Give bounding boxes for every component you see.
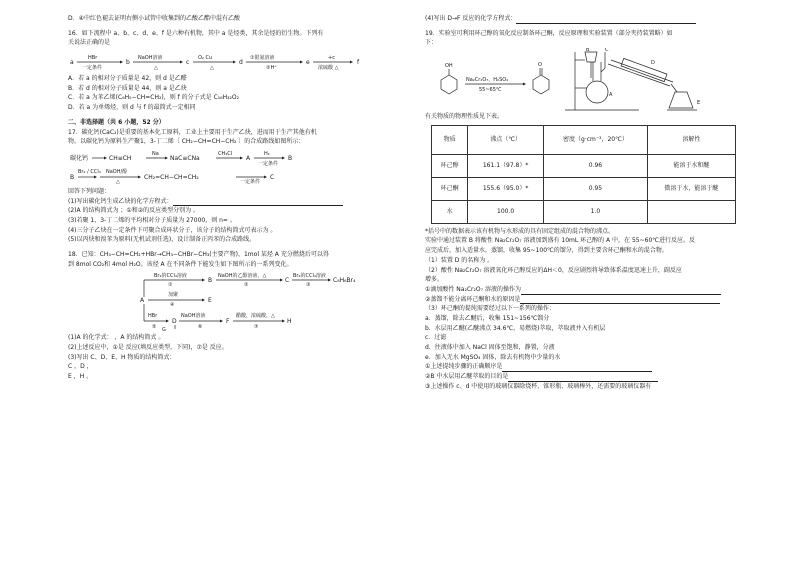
reaction-temperature: 55~65℃: [479, 87, 502, 94]
q18-item-1: (1)A 的化学式： ，A 的结构简式 。: [68, 334, 165, 342]
q18-node-d: D: [172, 318, 177, 326]
apparatus-label-d: D: [651, 60, 655, 67]
q16-node-d: d: [239, 59, 243, 67]
q19-item-2b: [425, 295, 770, 305]
q18-step-1: ①: [168, 282, 173, 289]
q19-step-b: b．水层用乙醚(乙醚沸点 34.6℃，易燃烧)萃取，萃取液并入有机层: [425, 324, 606, 332]
answer-blank[interactable]: [516, 17, 696, 24]
q18-step-6: ⑥: [198, 324, 203, 331]
q19-item-3c: ③上述操作 c、d 中使用的玻璃仪器除烧杯、锥形瓶、玻璃棒外，还需要的玻璃仪器有: [425, 382, 652, 390]
q18-step-3: ③: [306, 282, 311, 289]
q18-step-7: ⑦: [254, 324, 259, 331]
cyclohexanone-ring: [533, 75, 549, 94]
q18-reagent-3: Br₂的CCl₄溶液: [293, 273, 326, 280]
procedure-line2: 应完成后，加入适量水，蒸馏，收集 95~100℃的馏分，得到主要含环己酮和水的混合物。: [425, 247, 668, 255]
q16-arrow5-top: +c: [328, 55, 335, 62]
q17-item-5: (5)以丙炔和溴苯为原料(无机试剂任选)，设计制备正丙苯的合成路线。: [68, 236, 256, 244]
header-solubility: 溶解性: [647, 125, 735, 154]
apparatus-label-e: E: [697, 100, 701, 107]
q16-node-f: f: [357, 59, 360, 67]
q19-item-2: （2）酸性 Na₂Cr₂O₇ 溶液氧化环己醇反应的ΔH＜0，反应剧烈将导致体系温度迅速上升，副反应: [425, 266, 682, 274]
answer-blank[interactable]: [520, 297, 720, 304]
q19-item-3a-text: ①上述提纯步骤的正确顺序是: [425, 363, 503, 371]
q19-item-2b-text: ②蒸馏不能分离环己酮和水的原因是: [425, 295, 521, 303]
q18-reagent-4: 加聚: [168, 292, 179, 299]
cell: 161.1（97.8）*: [468, 154, 544, 177]
q17-item-1: [68, 197, 413, 207]
q19-item-2-cont: 增多。: [425, 276, 444, 284]
q19-stem-line2: 下：: [425, 39, 438, 47]
q16-arrow1-top: HBr: [88, 55, 98, 62]
cell: 155.6（95.0）*: [468, 177, 544, 200]
apparatus-label-a: A: [609, 92, 613, 99]
q18-reagent-6: NaOH溶液: [181, 313, 206, 320]
q19-item-3a: [425, 362, 770, 372]
q16-node-b: b: [126, 59, 130, 67]
q18-node-f: F: [226, 318, 230, 326]
header-boiling-point: 沸点（℃）: [468, 125, 544, 154]
cell: 0.95: [544, 177, 648, 200]
q16-node-e: e: [306, 59, 310, 67]
q18-step-5: ⑤: [152, 324, 157, 331]
q17-reagent-naoh: NaOH/醇: [106, 168, 128, 175]
cyclohexanone-o-label: O: [538, 62, 542, 69]
q16-arrow2-top: NaOH溶液: [138, 55, 163, 62]
q18-step-4: ④: [170, 302, 175, 309]
q18-node-e: E: [208, 297, 212, 305]
q19-stem-line1: 19．实验室可利用环己醇的氧化反应制备环己酮，反应原理和实验装置（部分夹持装置略）如: [425, 29, 673, 37]
q18-stem-line1: 18．已知：CH₃−CH=CH₂+HBr→CH₃−CHBr−CH₃(主要产物)，1mol 某烃 A 充分燃烧后可以得: [68, 251, 329, 258]
q19-step-c: c．过滤: [425, 334, 447, 342]
q18-reaction-scheme: [68, 271, 413, 331]
q16-reaction-scheme: [68, 50, 413, 72]
q18-node-g: G: [162, 327, 166, 332]
q17-sodium-acetylide: NaC≡CNa: [170, 154, 200, 162]
q17-acetylene: CH≡CH: [109, 154, 132, 162]
q18-item-3-eh: E ，H 。: [68, 373, 93, 381]
reaction-reagent: Na₂Cr₂O₇，H₂SO₄: [466, 77, 509, 84]
q16-node-c: c: [186, 59, 190, 67]
cell: 0.96: [544, 154, 648, 177]
receiver-e: [669, 92, 693, 108]
q17-node-a: A: [246, 154, 251, 162]
q19-item-3b-text: ②B 中水层用乙醚萃取的目的是: [425, 373, 509, 381]
q17-node-b: B: [288, 154, 293, 162]
procedure-line1: 实验中通过装置 B 将酸性 Na₂Cr₂O₇ 溶液加到盛有 10mL 环己醇的 A 中，在 55~60℃进行反应。反: [425, 237, 696, 245]
cell: 微溶于水，能溶于醚: [647, 177, 735, 200]
q18-reagent-2: NaOH的乙醇溶液，△: [218, 273, 267, 280]
q16-scheme-svg: [68, 50, 413, 72]
q18-node-b: B: [208, 277, 213, 285]
q16-arrow3-top: O₂ Cu: [198, 55, 213, 62]
apparatus-label-b: B: [586, 48, 590, 54]
q18-stem-line2: 到 8mol CO₂和 4mol H₂O。该烃 A 在不同条件下能发生如下图所示的一系列变化。: [68, 260, 293, 268]
answer-blank[interactable]: [521, 288, 721, 295]
q17-node-b-2: B: [70, 173, 75, 181]
q18-item-3-cd: C ，D ，: [68, 363, 93, 371]
table-row: [432, 177, 736, 200]
q16-option-d: D．若 a 为单烯烃，则 d 与 f 的最简式一定相同: [68, 104, 196, 112]
answer-blank[interactable]: [508, 375, 658, 382]
cell: 水: [432, 200, 468, 223]
q16-option-b: B．若 d 的相对分子质量是 44，则 a 是乙炔: [68, 84, 187, 92]
q18-item-4-text: (4)写出 D→F 反应的化学方程式：: [425, 15, 517, 22]
right-column: [425, 14, 770, 391]
funnel-b: [585, 52, 597, 62]
q17-condition-2: 一定条件: [240, 178, 261, 185]
q17-heat: △: [116, 178, 120, 185]
cyclohexanol-oh-label: OH: [445, 63, 453, 70]
q18-reagent-7: 醋酸，浓硫酸，△: [236, 313, 275, 320]
header-substance: 物质: [432, 125, 468, 154]
q17-scheme-svg: [68, 149, 413, 185]
cell: 环己醇: [432, 154, 468, 177]
q17-reagent-na: Na: [152, 150, 159, 157]
q17-reagent-ch3cl: CH₃Cl: [218, 150, 233, 157]
table-row: [432, 200, 736, 223]
q16-option-c: C．若 a 为苯乙烯(C₆H₅−CH=CH₂)，则 f 的分子式是 C₁₆H₃₂O₂: [68, 94, 240, 102]
condenser-c: [621, 58, 667, 81]
q18-item-2: (2)上述反应中，①是 反应(填反应类型，下同)，⑦是 反应。: [68, 344, 228, 352]
q19-item-3b: [425, 372, 770, 382]
cell: 能溶于水和醚: [647, 154, 735, 177]
q17-item-4: (4)三分子乙炔在一定条件下可聚合成环状分子，该分子的结构简式可表示为 。: [68, 226, 277, 234]
cell: [647, 200, 735, 223]
section-heading: 二、非选择题（共 6 小题，52 分）: [68, 118, 165, 126]
q18-reagent-5: HBr: [148, 313, 158, 320]
q19-step-d: d．往液体中加入 NaCl 固体至饱和，静置，分液: [425, 344, 555, 351]
q18-item-3: (3)写出 C、D、E、H 物质的结构简式：: [68, 353, 176, 361]
q19-reaction-and-apparatus: [425, 48, 770, 112]
cell: 100.0: [468, 200, 544, 223]
cell: 1.0: [544, 200, 648, 223]
q19-item-2a-text: ①滴加酸性 Na₂Cr₂O₇ 溶液的操作为: [425, 285, 521, 293]
q19-item-3: （3）环己酮的提纯需要经过以下一系列的操作：: [425, 305, 555, 313]
answer-blank[interactable]: [502, 365, 652, 372]
q19-item-1: （1）装置 D 的名称为 。: [425, 256, 494, 264]
q18-reagent-1: Br₂的CCl₄溶液: [154, 273, 187, 280]
q17-node-c: C: [270, 173, 275, 181]
q16-stem-line2: 关说法正确的是: [68, 39, 111, 47]
q18-step-2: ②: [244, 282, 249, 289]
table-row: [432, 154, 736, 177]
q18-node-a: A: [140, 297, 145, 305]
q16-option-a: A．若 a 的相对分子质量是 42，则 d 是乙醛: [68, 75, 187, 83]
q16-node-a: a: [70, 59, 74, 67]
q18-node-c: C: [285, 277, 290, 285]
q16-stem-line1: 16．如下流程中 a、b、c、d、e、f 是六种有机物，其中 a 是烃类，其余是烃的衍生物。下列有: [68, 29, 324, 37]
left-column: [68, 14, 413, 382]
q16-arrow4-bottom: ②H⁺: [266, 65, 277, 72]
q17-stem-line2: 物。以碳化钙为原料生产聚1，3-丁二烯〔 CH₂−CH=CH−CH₂ 〕的合成路线如图所示：: [68, 138, 305, 146]
apparatus-label-c: C: [605, 48, 609, 54]
q17-item-3: (3)若聚 1，3-丁二烯的平均相对分子质量为 27000，则 n= 。: [68, 216, 236, 224]
table-header-row: [432, 125, 736, 154]
q19-diagram-svg: [425, 48, 770, 112]
flask-a: [586, 81, 608, 103]
q17-calcium-carbide: 碳化钙: [70, 154, 89, 162]
q17-stem-line1: 17．碳化钙(CaC₂)是重要的基本化工原料，工业上主要用于生产乙炔，进而用于生产其他有机: [68, 128, 317, 136]
q17-synthesis-route: [68, 149, 413, 185]
q17-item-1-text: (1)写出碳化钙生成乙炔的化学方程式：: [68, 197, 173, 205]
q16-arrow1-bottom: 一定条件: [82, 65, 103, 72]
q16-arrow3-bottom: △: [210, 65, 214, 72]
q18-node-h: H: [287, 318, 292, 326]
q16-arrow2-bottom: △: [154, 65, 158, 72]
q18-scheme-svg: [68, 271, 413, 331]
q19-step-a: a．蒸馏，除去乙醚后，收集 151~156℃馏分: [425, 314, 550, 322]
q18-product-formula: C₈H₆Br₄: [333, 277, 356, 285]
q15-option-d: D．④中红色褪去证明右侧小试管中收集到的乙酸乙酯中混有乙酸: [68, 15, 241, 22]
q19-step-e: e．加入无水 MgSO₄ 固体，除去有机物中少量的水: [425, 353, 561, 361]
q17-item-2: (2)A 的结构简式为 ；①和②的反应类型分别为 。: [68, 207, 200, 215]
q17-butadiene: CH₂=CH−CH=CH₂: [144, 173, 199, 181]
q17-condition: 一定条件: [258, 160, 279, 167]
table-note: *括号中的数据表示该有机物与水形成的具有固定组成的混合物的沸点。: [425, 227, 615, 235]
q17-answer-label: 回答下列问题：: [68, 187, 111, 195]
cell: 环己酮: [432, 177, 468, 200]
q17-reagent-h2: H₂: [264, 150, 270, 157]
q19-item-2a: [425, 285, 770, 295]
q18-item-4: [425, 14, 770, 24]
answer-blank[interactable]: [173, 199, 343, 206]
table-intro: 有关物质的物理性质见下表。: [425, 113, 504, 121]
q17-reagent-br2: Br₂ / CCl₄: [78, 168, 101, 175]
cyclohexanol-ring: [441, 75, 457, 94]
q16-arrow5-bottom: 浓硫酸 △: [318, 65, 339, 72]
physical-properties-table: [431, 125, 736, 224]
header-density: 密度（g·cm⁻³，20℃）: [544, 125, 648, 154]
q16-arrow4-top: ①银氨溶液: [250, 55, 275, 62]
